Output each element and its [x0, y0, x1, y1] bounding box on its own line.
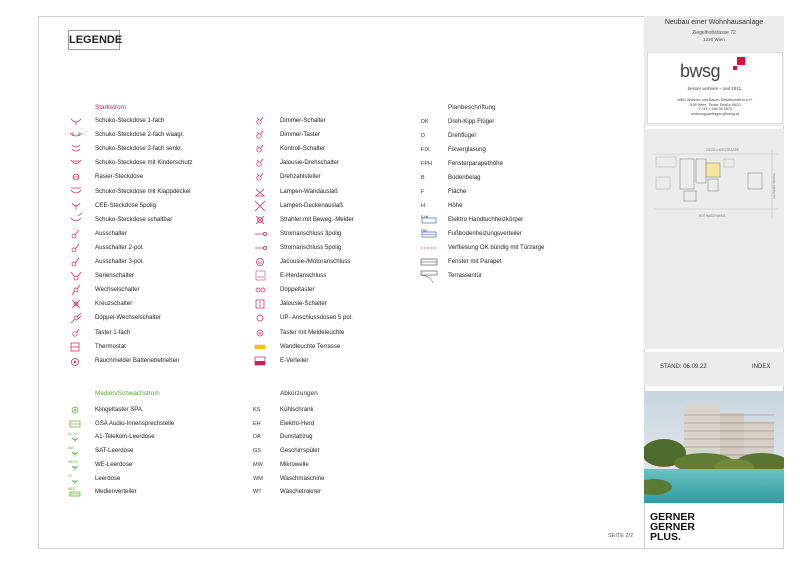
cee-socket-icon	[68, 201, 84, 211]
map-street-label: LEHNERSTRASSE	[772, 172, 776, 199]
bwsg-logo-card	[647, 52, 783, 124]
media-distributor-icon	[68, 487, 84, 497]
legend-item-label: Wechselschalter	[95, 286, 140, 294]
architect-logo-line: GERNER	[650, 511, 695, 523]
abbreviation: GS	[253, 448, 261, 455]
cross-switch-icon	[68, 299, 84, 309]
switched-socket-icon	[68, 215, 84, 225]
section-title-starkstrom: Starkstrom	[95, 104, 126, 111]
legend-item-label: Schuko-Steckdose 2-fach senkr.	[95, 145, 183, 153]
architect-logo-line: PLUS.	[650, 531, 681, 543]
address-line: WBG Wohnen und Bauen Gesellschaft m.b.H.	[677, 98, 753, 102]
doorbell-icon	[68, 405, 84, 415]
legend-item-label: Elektro-Herd	[280, 419, 315, 427]
legend-item-label: Fixverglasung	[448, 146, 486, 153]
series-switch-icon	[68, 271, 84, 281]
terrace-wall-light-icon	[253, 342, 269, 352]
architect-logo-line: GERNER	[650, 521, 695, 533]
legend-item-label: Schuko-Steckdose schaltbar	[95, 215, 173, 223]
blind-switch-icon	[253, 299, 269, 309]
architect-logo	[650, 512, 695, 542]
legend-item-label: Lampen-Wandauslaß	[280, 187, 339, 195]
double-socket-vertical-icon	[68, 144, 84, 154]
dimmer-button-icon	[253, 130, 269, 140]
symbol-caption: MED	[68, 487, 76, 492]
legend-item-label: Bodenbelag	[448, 174, 481, 181]
legend-item-label: Dreh-Kipp Flügel	[448, 118, 494, 125]
legend-item-label: SAT-Leerdose	[95, 447, 134, 455]
address-line: 1150 Wien, Tiroler Straße 68/31	[689, 102, 741, 107]
legend-item-label: Dunstabzug	[280, 433, 313, 441]
legend-item-label: Kreuzschalter	[95, 300, 133, 308]
project-city: 1220 Wien	[703, 37, 725, 42]
index-label: INDEX	[752, 364, 771, 370]
legend-item-label: E-Herdanschluss	[280, 272, 327, 280]
legend-item-label: Ausschalter 3-pol.	[95, 258, 144, 265]
push-button-icon	[68, 328, 84, 338]
double-changeover-switch-icon	[68, 313, 84, 323]
shaver-socket-icon	[68, 172, 84, 182]
rendering-illustration	[644, 391, 784, 503]
bwsg-logo: bwsg	[680, 61, 721, 81]
section-title-medien: Medien/Schwachstrom	[95, 390, 160, 397]
legend-item-label: Jacousie-/Motoranschluss	[280, 258, 351, 265]
smoke-detector-icon	[68, 356, 84, 366]
abbreviation: F	[421, 189, 425, 195]
symbol-caption: FBH	[421, 229, 428, 233]
wall-lamp-outlet-icon	[253, 187, 269, 197]
legend-item-label: Stromanschluss 5polig	[280, 243, 342, 251]
blind-rotary-switch-icon	[253, 158, 269, 168]
section-title-planbeschriftung: Planbeschriftung	[448, 104, 496, 111]
tiling-line-icon	[421, 243, 437, 253]
legend-item-label: Taster 1-fach	[95, 328, 131, 336]
child-safe-socket-icon	[68, 158, 84, 168]
symbol-caption: WE-LE	[68, 459, 79, 464]
legend-item-label: Fensterparapethöhe	[448, 160, 503, 167]
abbreviation: FIX	[421, 147, 430, 153]
control-switch-icon	[253, 144, 269, 154]
abbreviation: H	[421, 203, 425, 209]
site-map	[644, 129, 784, 349]
legend-item-label: Strahler mit Beweg.-Melder	[280, 215, 354, 223]
legend-item-label: UP- Anschlussdosen 5 pol.	[280, 314, 353, 322]
project-title: Neubau einer Wohnhausanlage	[664, 19, 764, 26]
stove-connection-icon	[253, 271, 269, 281]
intercom-icon	[68, 419, 84, 429]
dimmer-switch-icon	[253, 116, 269, 126]
legend-item-label: Wäschetrokner	[280, 488, 321, 496]
symbol-caption: SAT	[68, 446, 74, 451]
legend-item-label: Mikrowelle	[280, 460, 309, 468]
speed-controller-icon	[253, 172, 269, 182]
legend-item-label: CEE-Steckdose 5polig	[95, 201, 156, 209]
symbol-caption: A1-TV	[68, 432, 78, 437]
switch-icon	[68, 229, 84, 239]
we-box-icon	[68, 460, 84, 470]
legend-item-label: Schuko-Steckdose 1-fach	[95, 117, 165, 124]
abbreviation: WT	[253, 489, 262, 496]
logo-tagline: besser wohnen – seit 1911.	[687, 86, 743, 91]
page-number: SEITE 2/2	[608, 533, 634, 539]
legend-item-label: Wandleuchte Terrasse	[280, 342, 341, 350]
socket-icon	[68, 116, 84, 126]
empty-box-icon	[68, 474, 84, 484]
switch-2pol-icon	[68, 243, 84, 253]
legend-item-label: Thermostat	[95, 342, 126, 350]
legend-item-label: Jalousie-Schalter	[280, 300, 327, 308]
legend-item-label: Jalousie-Drehschalter	[280, 159, 339, 167]
owner-address	[648, 98, 782, 116]
window-parapet-icon	[421, 257, 437, 267]
legend-item-label: Leerdose	[95, 474, 121, 482]
legend-title: LEGENDE	[68, 30, 120, 50]
legend-item-label: Serienschalter	[95, 272, 134, 280]
abbreviation: WM	[253, 475, 263, 482]
legend-item-label: Kühlschrank	[280, 406, 314, 413]
legend-item-label: Schuko-Steckdose mit Klappdeckel	[95, 187, 191, 195]
double-button-icon	[253, 285, 269, 295]
legend-item-label: Schuko-Steckdose mit Kinderschutz	[95, 159, 193, 167]
abbreviation: D	[421, 133, 425, 139]
abbreviation: DK	[421, 119, 429, 125]
legend-item-label: Fußbodenheizungsverteiler	[448, 230, 522, 237]
legend-item-label: Doppeltaster	[280, 286, 315, 294]
ceiling-lamp-outlet-icon	[253, 201, 269, 211]
power-connection-3pol-icon	[253, 229, 269, 239]
sat-box-icon	[68, 446, 84, 456]
site-plan-drawing	[644, 129, 784, 349]
legend-item-label: Taster mit Meldeleuchte	[280, 328, 345, 336]
legend-item-label: Fenster mit Parapet	[448, 258, 502, 265]
changeover-switch-icon	[68, 285, 84, 295]
section-title-abkuerzungen: Abkürzungen	[280, 390, 318, 397]
legend-item-label: Drehzahlsteller	[280, 173, 321, 181]
legend-item-label: Doppel-Wechselschalter	[95, 314, 161, 322]
terrace-door-icon	[421, 271, 437, 281]
legend-item-label: Dimmer-Taster	[280, 131, 320, 139]
telekom-box-icon	[68, 432, 84, 442]
legend-item-label: Rauchmelder Batteriebetrieben	[95, 356, 180, 364]
legend-item-label: Rasier-Steckdose	[95, 173, 144, 181]
legend-item-label: Fläche	[448, 188, 467, 195]
legend-item-label: Elektro Handtuchheizkörper	[448, 216, 524, 223]
legend-item-label: GSA Audio-Innensprechstelle	[95, 419, 175, 427]
address-line: wohnungsanfragen@bwsg.at	[691, 111, 739, 116]
symbol-caption: LE	[68, 473, 72, 478]
legend-item-label: Drehflügel	[448, 132, 476, 139]
double-socket-icon	[68, 130, 84, 140]
flap-socket-icon	[68, 187, 84, 197]
junction-box-icon	[253, 313, 269, 323]
abbreviation: MW	[253, 461, 263, 468]
map-street-label: ZIEGELHOFSTRASSE	[706, 148, 739, 152]
legend-item-label: Dimmer-Schalter	[280, 117, 326, 124]
motor-connection-icon	[253, 257, 269, 267]
spotlight-motion-icon	[253, 215, 269, 225]
abbreviation: B	[421, 175, 425, 181]
legend-item-label: WE-Leerdose	[95, 460, 133, 468]
legend-item-label: Geschirrspüler	[280, 447, 320, 455]
abbreviation: KS	[253, 407, 261, 413]
legend-item-label: Lampen-Deckenauslaß	[280, 201, 344, 209]
legend-item-label: Ausschalter	[95, 229, 127, 237]
symbol-caption: E-HK	[421, 215, 429, 219]
map-street-label: ROTHAIDENWEG	[699, 214, 726, 218]
thermostat-icon	[68, 342, 84, 352]
legend-item-label: Verfliesung OK bündig mit Türzarge	[448, 244, 545, 251]
legend-item-label: Schuko-Steckdose 2-fach waagr.	[95, 131, 185, 139]
project-street: Ziegelhofstrasse 72	[692, 30, 736, 36]
legend-item-label: E-Verteiler	[280, 356, 309, 364]
legend-item-label: Klingeltaster SPA	[95, 406, 142, 413]
abbreviation: EH	[253, 420, 261, 427]
project-header	[644, 16, 784, 46]
address-line: T +43 1 546 08 5570	[697, 107, 733, 112]
stand-date: STAND: 06.09.22	[660, 364, 707, 370]
building-rendering-image	[644, 391, 784, 503]
towel-heater-icon	[421, 215, 437, 225]
legend-item-label: Höhe	[448, 202, 463, 209]
legend-item-label: Medienverteiler	[95, 488, 137, 496]
distribution-board-icon	[253, 356, 269, 366]
legend-item-label: A1-Telekom-Leerdose	[95, 433, 155, 441]
legend-item-label: Ausschalter 2-pol.	[95, 243, 144, 251]
switch-3pol-icon	[68, 257, 84, 267]
logo-squares-icon	[732, 57, 750, 75]
power-connection-5pol-icon	[253, 243, 269, 253]
floor-heating-distributor-icon	[421, 229, 437, 239]
button-indicator-icon	[253, 328, 269, 338]
abbreviation: FPH	[421, 161, 432, 167]
legend-item-label: Stromanschluss 3polig	[280, 229, 342, 237]
legend-item-label: Waschmaschine	[280, 474, 325, 482]
legend-item-label: Terrassentür	[448, 272, 482, 279]
legend-item-label: Kontroll-Schalter	[280, 145, 326, 153]
svg-text:M: M	[258, 260, 262, 265]
abbreviation: DA	[253, 434, 261, 441]
